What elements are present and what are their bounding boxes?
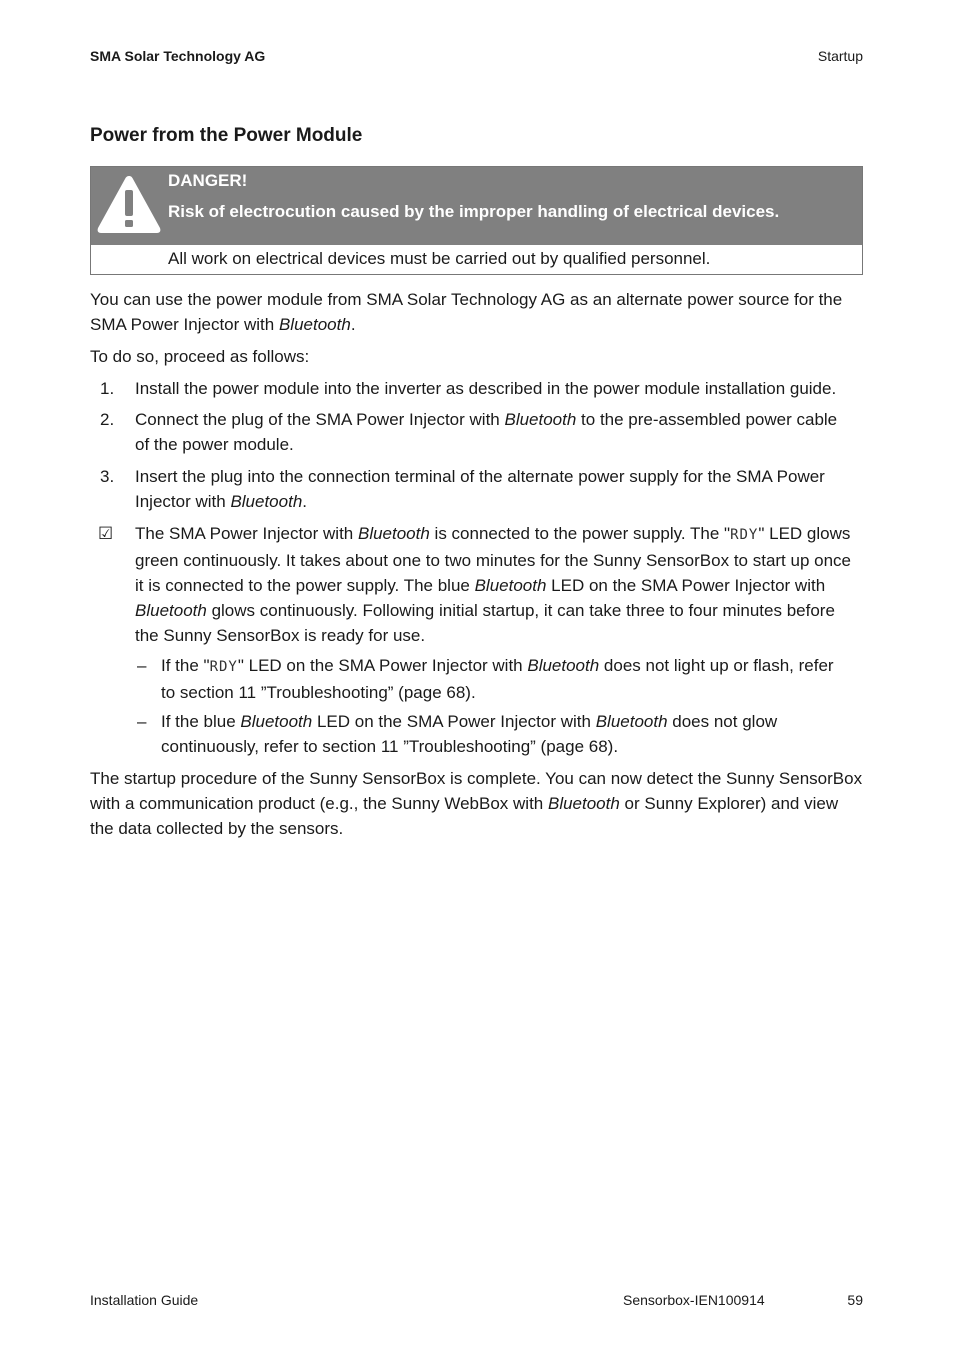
step-number: 1. [100, 379, 115, 398]
step-2-text: Connect the plug of the SMA Power Injector with Bluetooth to the pre-assembled power cable of the power module. [135, 410, 838, 454]
warning-triangle-icon [95, 172, 163, 236]
footer-doc-type: Installation Guide [90, 1292, 199, 1308]
step-number: 3. [100, 467, 115, 486]
sub-item-dash: – [137, 712, 147, 731]
danger-notice [90, 166, 863, 275]
step-number: 2. [100, 410, 115, 429]
sub-item-rdy: If the "RDY" LED on the SMA Power Injector with Bluetooth does not light up or flash, refer to section 11 ”Troubleshooting” (page 68). [161, 656, 834, 702]
checkbox-checked-icon: ☑ [98, 524, 114, 543]
closing-paragraph: The startup procedure of the Sunny SensorBox is complete. You can now detect the Sunny SensorBox with a communication product (e.g., the Sunny WebBox with Bluetooth or Sunny Explorer) and view the data collected by the sensors. [90, 769, 863, 838]
footer-doc-id: Sensorbox-IEN100914 [623, 1292, 765, 1308]
section-title: Power from the Power Module [90, 125, 363, 146]
intro-instruction: To do so, proceed as follows: [90, 347, 310, 366]
step-3-text: Insert the plug into the connection terminal of the alternate power supply for the SMA Power Injector with Bluetooth. [135, 467, 825, 511]
result-text: The SMA Power Injector with Bluetooth is connected to the power supply. The "RDY" LED glows green continuously. It takes about one to two minutes for the Sunny SensorBox to start up once it is connected to the power supply. The blue Bluetooth LED on the SMA Power Injector with Bluetooth glows continuously. Following initial startup, it can take three to four minutes before the Sunny SensorBox is ready for use. [135, 524, 852, 645]
sub-item-bluetooth: If the blue Bluetooth LED on the SMA Power Injector with Bluetooth does not glow continuously, refer to section 11 ”Troubleshooting” (page 68). [161, 712, 778, 756]
danger-header [91, 167, 862, 245]
sub-item-dash: – [137, 656, 147, 675]
danger-signal-word: DANGER! [168, 171, 248, 190]
page-number: 59 [847, 1292, 863, 1308]
header-chapter: Startup [817, 48, 863, 64]
header-company: SMA Solar Technology AG [90, 48, 266, 64]
page-footer [90, 1292, 863, 1312]
danger-message: Risk of electrocution caused by the improper handling of electrical devices. [168, 202, 780, 221]
page-header [90, 48, 863, 68]
intro-paragraph: You can use the power module from SMA Solar Technology AG as an alternate power source for the SMA Power Injector with Bluetooth. [90, 290, 843, 334]
step-1-text: Install the power module into the inverter as described in the power module installation guide. [135, 379, 837, 398]
danger-note: All work on electrical devices must be carried out by qualified personnel. [168, 249, 711, 268]
